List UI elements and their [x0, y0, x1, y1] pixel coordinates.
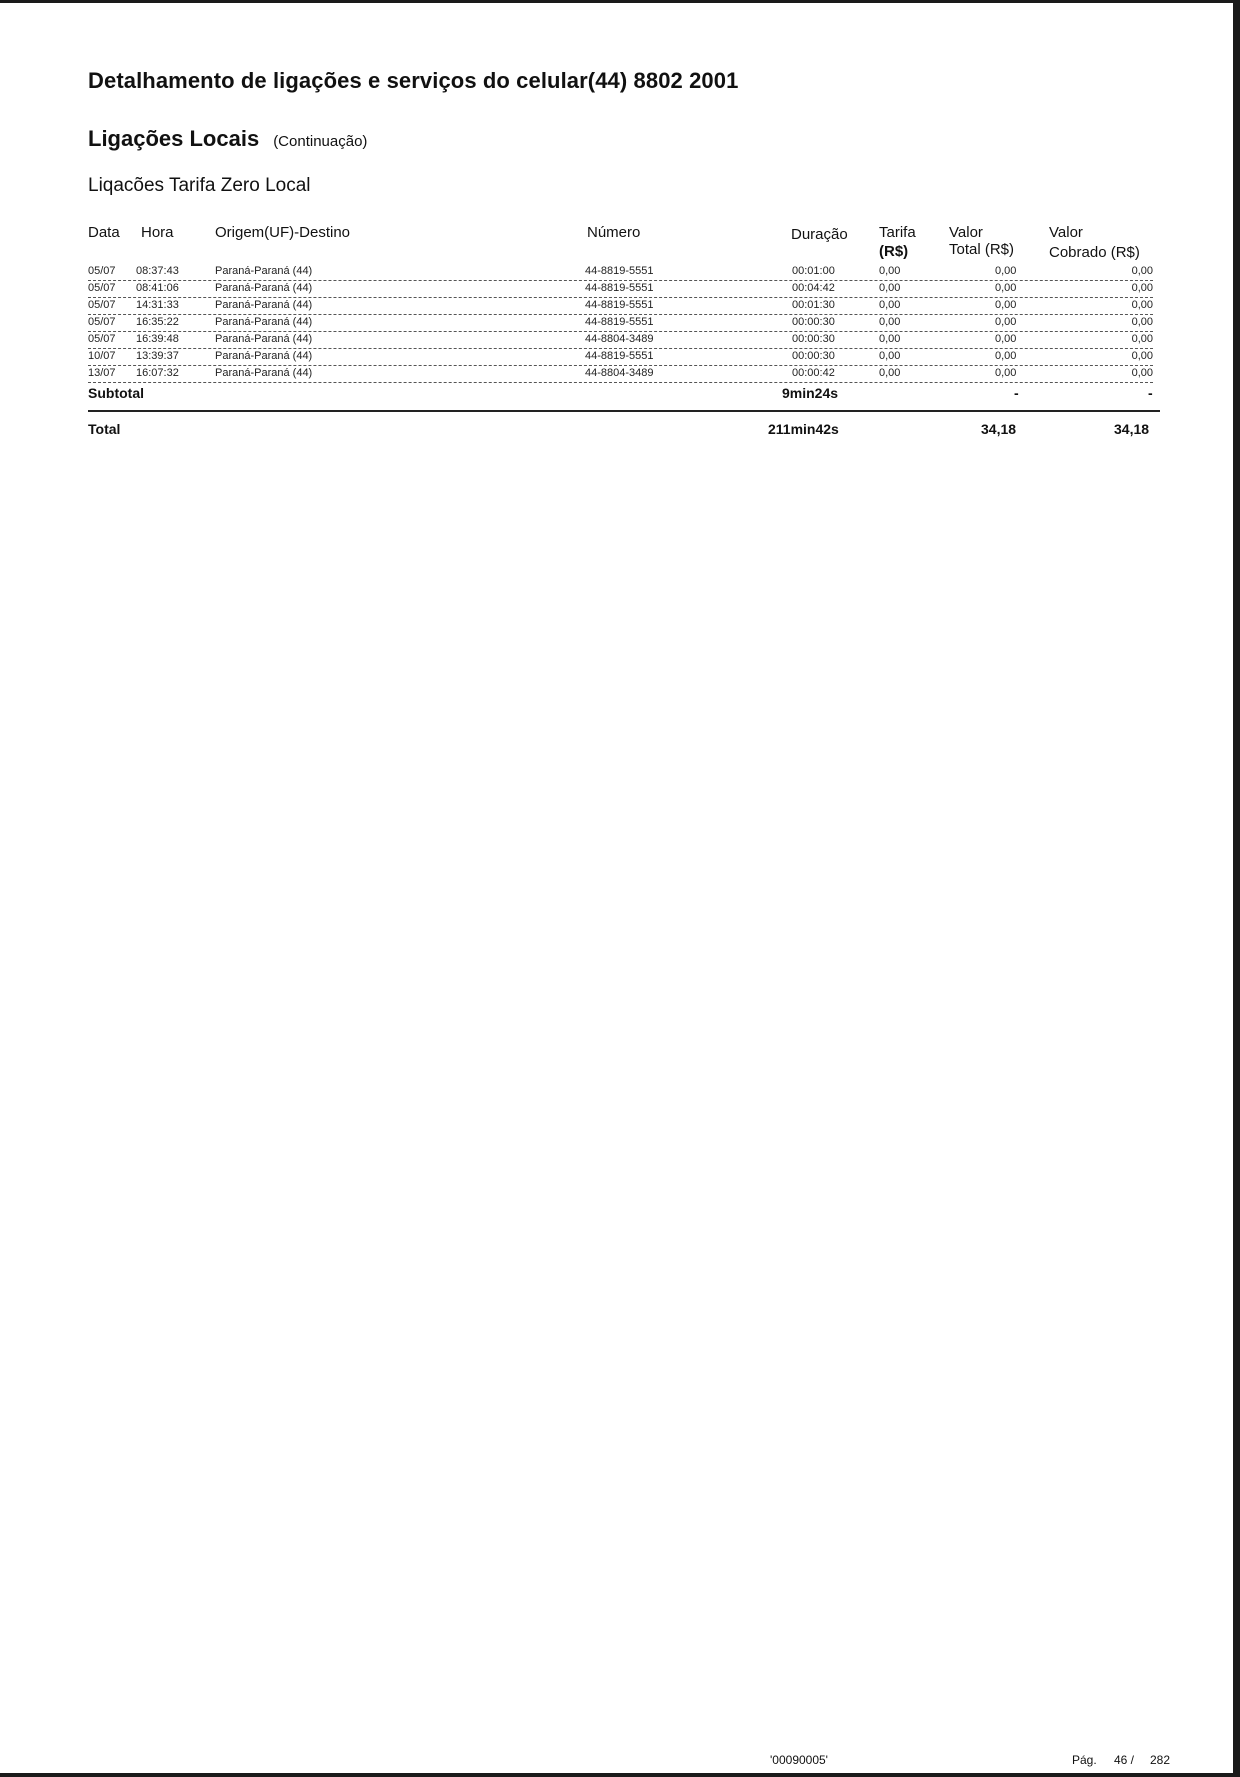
table-row: [88, 315, 1153, 332]
cell-hora: 08:37:43: [136, 265, 179, 277]
document-code: '00090005': [770, 1753, 828, 1767]
cell-numero: 44-8804-3489: [585, 367, 654, 379]
cell-tarifa: 0,00: [879, 350, 901, 362]
cell-origem-destino: Paraná-Paraná (44): [215, 333, 313, 345]
cell-tarifa: 0,00: [879, 367, 901, 379]
cell-origem-destino: Paraná-Paraná (44): [215, 282, 313, 294]
cell-hora: 16:07:32: [136, 367, 179, 379]
cell-duracao: 00:01:30: [792, 299, 835, 311]
subtotal-duration: 9min24s: [782, 385, 839, 401]
cell-tarifa: 0,00: [879, 265, 901, 277]
cell-duracao: 00:00:42: [792, 367, 835, 379]
cell-hora: 16:39:48: [136, 333, 179, 345]
cell-origem-destino: Paraná-Paraná (44): [215, 316, 313, 328]
column-header-valor-cobrado-unit: Cobrado (R$): [1049, 244, 1140, 261]
cell-data: 13/07: [88, 367, 116, 379]
table-row: [88, 264, 1153, 281]
cell-numero: 44-8819-5551: [585, 299, 654, 311]
cell-data: 05/07: [88, 316, 116, 328]
cell-tarifa: 0,00: [879, 299, 901, 311]
table-row: [88, 298, 1153, 315]
cell-tarifa: 0,00: [879, 333, 901, 345]
cell-data: 05/07: [88, 333, 116, 345]
cell-duracao: 00:04:42: [792, 282, 835, 294]
cell-hora: 13:39:37: [136, 350, 179, 362]
cell-duracao: 00:01:00: [792, 265, 835, 277]
page-border-right: [1233, 0, 1240, 1777]
cell-hora: 08:41:06: [136, 282, 179, 294]
cell-origem-destino: Paraná-Paraná (44): [215, 265, 313, 277]
total-valor-total: 34,18: [981, 421, 1017, 437]
cell-tarifa: 0,00: [879, 282, 901, 294]
total-duration: 211min42s: [768, 421, 839, 437]
cell-data: 05/07: [88, 299, 116, 311]
total-valor-cobrado: 34,18: [1114, 421, 1150, 437]
cell-valor-cobrado: 0,00: [1131, 265, 1153, 277]
cell-valor-cobrado: 0,00: [1131, 316, 1153, 328]
cell-valor-cobrado: 0,00: [1131, 350, 1153, 362]
column-header-data: Data: [88, 224, 120, 241]
cell-valor-total: 0,00: [995, 316, 1017, 328]
subtotal-valor-cobrado: -: [1148, 385, 1153, 401]
cell-hora: 14:31:33: [136, 299, 179, 311]
cell-numero: 44-8804-3489: [585, 333, 654, 345]
section-title: [88, 126, 367, 152]
column-header-hora: Hora: [141, 224, 174, 241]
cell-hora: 16:35:22: [136, 316, 179, 328]
page-border-bottom: [0, 1773, 1240, 1777]
cell-valor-cobrado: 0,00: [1131, 333, 1153, 345]
cell-valor-cobrado: 0,00: [1131, 367, 1153, 379]
subtotal-valor-total: -: [1014, 385, 1019, 401]
cell-tarifa: 0,00: [879, 316, 901, 328]
cell-valor-total: 0,00: [995, 299, 1017, 311]
section-title-subtitle: (Continuação): [273, 133, 368, 150]
cell-data: 10/07: [88, 350, 116, 362]
cell-data: 05/07: [88, 282, 116, 294]
column-header-valor-cobrado: Valor: [1049, 224, 1083, 241]
column-header-tarifa: Tarifa: [879, 224, 916, 241]
cell-valor-cobrado: 0,00: [1131, 299, 1153, 311]
section-title-main: Ligações Locais: [88, 126, 260, 151]
page-border-top: [0, 0, 1240, 3]
table-row: [88, 366, 1153, 383]
page-current: 46 /: [1114, 1753, 1135, 1767]
cell-origem-destino: Paraná-Paraná (44): [215, 367, 313, 379]
cell-valor-total: 0,00: [995, 350, 1017, 362]
page-title: Detalhamento de ligações e serviços do celular(44) 8802 2001: [88, 68, 739, 93]
subtotal-label: Subtotal: [88, 385, 144, 401]
table-row: [88, 349, 1153, 366]
cell-origem-destino: Paraná-Paraná (44): [215, 350, 313, 362]
cell-data: 05/07: [88, 265, 116, 277]
cell-numero: 44-8819-5551: [585, 350, 654, 362]
column-header-valor-total-unit: Total (R$): [949, 241, 1015, 258]
cell-numero: 44-8819-5551: [585, 265, 654, 277]
column-header-valor-total: Valor: [949, 224, 983, 241]
cell-valor-total: 0,00: [995, 367, 1017, 379]
cell-origem-destino: Paraná-Paraná (44): [215, 299, 313, 311]
cell-duracao: 00:00:30: [792, 350, 835, 362]
cell-numero: 44-8819-5551: [585, 316, 654, 328]
column-header-tarifa-unit: (R$): [879, 243, 909, 260]
total-label: Total: [88, 421, 121, 437]
cell-duracao: 00:00:30: [792, 333, 835, 345]
table-row: [88, 281, 1153, 298]
cell-valor-cobrado: 0,00: [1131, 282, 1153, 294]
column-header-duracao: Duração: [791, 226, 848, 243]
page-total: 282: [1150, 1753, 1171, 1767]
column-header-numero: Número: [587, 224, 641, 241]
table-row: [88, 332, 1153, 349]
column-header-origem-destino: Origem(UF)-Destino: [215, 224, 351, 241]
cell-valor-total: 0,00: [995, 282, 1017, 294]
page-label: Pág.: [1072, 1753, 1097, 1767]
total-divider: [88, 410, 1160, 412]
cell-duracao: 00:00:30: [792, 316, 835, 328]
cell-valor-total: 0,00: [995, 265, 1017, 277]
subsection-title: Liqacões Tarifa Zero Local: [88, 175, 311, 196]
cell-numero: 44-8819-5551: [585, 282, 654, 294]
cell-valor-total: 0,00: [995, 333, 1017, 345]
